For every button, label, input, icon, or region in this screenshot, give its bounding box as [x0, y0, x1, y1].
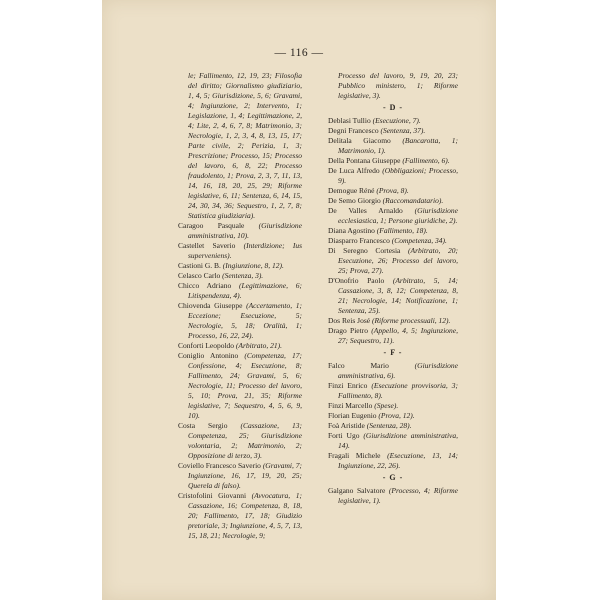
subject-references: (Sentenza, 37). — [380, 126, 426, 135]
subject-references: (Obbligazioni; Processo, 9). — [338, 166, 458, 185]
index-entry — [328, 401, 458, 411]
author-name: Di Seregno Cortesia — [328, 246, 401, 255]
author-name: Finzi Marcello — [328, 401, 373, 410]
subject-references: (Competenza, 34). — [391, 236, 447, 245]
author-name: Coviello Francesco Saverio — [178, 461, 261, 470]
index-entry — [328, 421, 458, 431]
index-entry — [328, 246, 458, 276]
index-entry — [178, 221, 302, 241]
index-entry — [178, 491, 302, 541]
index-entry — [328, 451, 458, 471]
subject-references: (Sentenza, 3). — [222, 271, 264, 280]
author-name: Foà Aristide — [328, 421, 365, 430]
subject-references: (Fallimento, 18). — [376, 226, 428, 235]
index-entry — [328, 206, 458, 226]
author-name: Costa Sergio — [178, 421, 228, 430]
subject-references: (Arbitrato, 5, 14; Cassazione, 3, 8, 12; Competenza, 8, 21; Necrologie, 14; Notificazione, 1; Sentenza, 25). — [338, 276, 458, 315]
author-name: Dos Reis José — [328, 316, 371, 325]
subject-references: (Riforme processuali, 12). — [371, 316, 451, 325]
subject-references: (Giurisdizione amministrativa, 14). — [338, 431, 458, 450]
index-entry — [178, 421, 302, 461]
index-entry — [328, 411, 458, 421]
index-entry — [178, 261, 302, 271]
author-name: Fragali Michele — [328, 451, 381, 460]
index-entry — [178, 271, 302, 281]
subject-references: (Ingiunzione, 8, 12). — [222, 261, 284, 270]
author-name: Delitala Giacomo — [328, 136, 391, 145]
author-name: Della Pontana Giuseppe — [328, 156, 401, 165]
author-name: Coniglio Antonino — [178, 351, 239, 360]
index-entry — [328, 276, 458, 316]
author-name: Conforti Leopoldo — [178, 341, 235, 350]
index-column-left — [178, 71, 302, 541]
subject-references: (Giurisdizione amministrativa, 6). — [338, 361, 458, 380]
subject-references: (Fallimento, 6). — [402, 156, 450, 165]
subject-references: (Gravami, 7; Ingiunzione, 16, 17, 19, 20, 25; Querela di falso). — [188, 461, 302, 490]
index-entry — [328, 326, 458, 346]
subject-references: (Interdizione; Ius superveniens). — [188, 241, 302, 260]
author-name: Florian Eugenio — [328, 411, 377, 420]
subject-references: le; Fallimento, 12, 19, 23; Filosofia del diritto; Giornalismo giudiziario, 1, 4, 5; Giurisdizione, 5, 6; Gravami, 4; Ingiunzione, 2; Intervento, 1; Legislazione, 1, 4; Legittimazione, 2, 4; Lite, 2, 4, 6, 7, 8; Matrimonio, 3; Necrologie, 1, 2, 3, 4, 8, 13, 15, 17; Parte civile, 2; Perizia, 1, 3; Prescrizione; Processo, 15; Processo del lavoro, 6, 8, 22; Processo fraudolento, 1; Prova, 2, 3, 7, 11, 13, 14, 16, 18, 20, 25, 29; Riforme legislative, 6, 11; Sentenza, 6, 14, 15, 24, 30, 34, 36; Sequestro, 1, 2, 7, 8; Statistica giudiziaria). — [188, 71, 302, 220]
section-letter-heading: - F - — [383, 348, 403, 357]
index-entry — [328, 136, 458, 156]
author-name: Chiovenda Giuseppe — [178, 301, 243, 310]
author-name: De Valles Arnaldo — [328, 206, 403, 215]
index-entry — [328, 71, 458, 101]
subject-references: (Bancarotta, 1; Matrimonio, 1). — [338, 136, 459, 155]
author-name: De Semo Giorgio — [328, 196, 381, 205]
author-name: Falco Mario — [328, 361, 389, 370]
author-name: Castellet Saverio — [178, 241, 236, 250]
subject-references: (Sentenza, 28). — [366, 421, 412, 430]
author-name: Galgano Salvatore — [328, 486, 386, 495]
index-entry — [178, 351, 302, 421]
subject-references: (Giurisdizione amministrativa, 10). — [188, 221, 302, 240]
subject-references: (Spese). — [374, 401, 399, 410]
subject-references: (Competenza, 17; Confessione, 4; Esecuzione, 8; Fallimento, 24; Gravami, 5, 6; Necrologie, 11; Processo del lavoro, 5, 10; Prova, 21, 35; Riforme legislative, 7; Sequestro, 4, 5, 6, 9, 10). — [188, 351, 302, 420]
index-entry — [328, 226, 458, 236]
author-name: Castioni G. B. — [178, 261, 221, 270]
index-entry — [328, 166, 458, 186]
author-name: Finzi Enrico — [328, 381, 368, 390]
section-letter-heading: - D - — [382, 103, 404, 112]
author-name: Demogue Réné — [328, 186, 375, 195]
author-name: Forti Ugo — [328, 431, 360, 440]
index-entry — [328, 431, 458, 451]
author-name: Celasco Carlo — [178, 271, 221, 280]
index-entry — [328, 316, 458, 326]
subject-references: (Prova, 12). — [378, 411, 415, 420]
index-entry — [328, 381, 458, 401]
subject-references: (Processo, 4; Riforme legislative, 1). — [338, 486, 459, 505]
subject-references: (Arbitrato, 20; Esecuzione, 26; Processo del lavoro, 25; Prova, 27). — [338, 246, 458, 275]
subject-references: (Prova, 8). — [376, 186, 409, 195]
subject-references: (Avvocatura, 1; Cassazione, 16; Competenza, 8, 18, 20; Fallimento, 17, 18; Giudizio pretoriale, 3; Ingiunzione, 4, 5, 7, 13, 15, 18, 21; Necrologie, 9; — [188, 491, 303, 540]
index-column-right — [328, 71, 458, 506]
subject-references: Processo del lavoro, 9, 19, 20, 23; Pubblico ministero, 1; Riforme legislative, 3). — [338, 71, 458, 100]
subject-references: (Esecuzione, 13, 14; Ingiunzione, 22, 26). — [338, 451, 458, 470]
author-name: Caragoo Pasquale — [178, 221, 245, 230]
index-entry — [178, 71, 302, 221]
subject-references: (Esecuzione, 7). — [372, 116, 421, 125]
subject-references: (Giurisdizione ecclesiastica, 1; Persone giuridiche, 2). — [338, 206, 459, 225]
author-name: Diasparro Francesco — [328, 236, 390, 245]
author-name: Chicco Adriano — [178, 281, 232, 290]
page-number: — 116 — — [274, 47, 324, 59]
subject-references: (Appello, 4, 5; Ingiunzione, 27; Sequestro, 11). — [338, 326, 458, 345]
index-entry — [328, 156, 458, 166]
index-entry — [178, 241, 302, 261]
index-entry — [178, 341, 302, 351]
subject-references: (Raccomandatario). — [382, 196, 444, 205]
book-page — [102, 0, 496, 600]
author-name: Cristofolini Giovanni — [178, 491, 247, 500]
index-entry — [178, 301, 302, 341]
subject-references: (Accertamento, 1; Eccezione; Esecuzione, 5; Necrologie, 5, 18; Oralità, 1; Processo, 16, 22, 24). — [188, 301, 302, 340]
author-name: De Luca Alfredo — [328, 166, 380, 175]
index-entry — [328, 196, 458, 206]
subject-references: (Legittimazione, 6; Litispendenza, 4). — [188, 281, 302, 300]
author-name: Deblasi Tullio — [328, 116, 371, 125]
index-entry — [328, 116, 458, 126]
subject-references: (Esecuzione provvisoria, 3; Fallimento, 8). — [338, 381, 458, 400]
author-name: Degni Francesco — [328, 126, 379, 135]
index-entry — [328, 361, 458, 381]
author-name: Drago Pietro — [328, 326, 368, 335]
author-name: D'Onofrio Paolo — [328, 276, 385, 285]
index-entry — [178, 461, 302, 491]
index-entry — [328, 126, 458, 136]
index-entry — [328, 486, 458, 506]
section-letter-heading: - G - — [382, 473, 404, 482]
subject-references: (Cassazione, 13; Competenza, 25; Giurisdizione volontaria, 2; Matrimonio, 2; Opposizione di terzo, 3). — [188, 421, 303, 460]
index-entry — [328, 236, 458, 246]
author-name: Diana Agostino — [328, 226, 375, 235]
index-entry — [178, 281, 302, 301]
subject-references: (Arbitrato, 21). — [235, 341, 282, 350]
index-entry — [328, 186, 458, 196]
